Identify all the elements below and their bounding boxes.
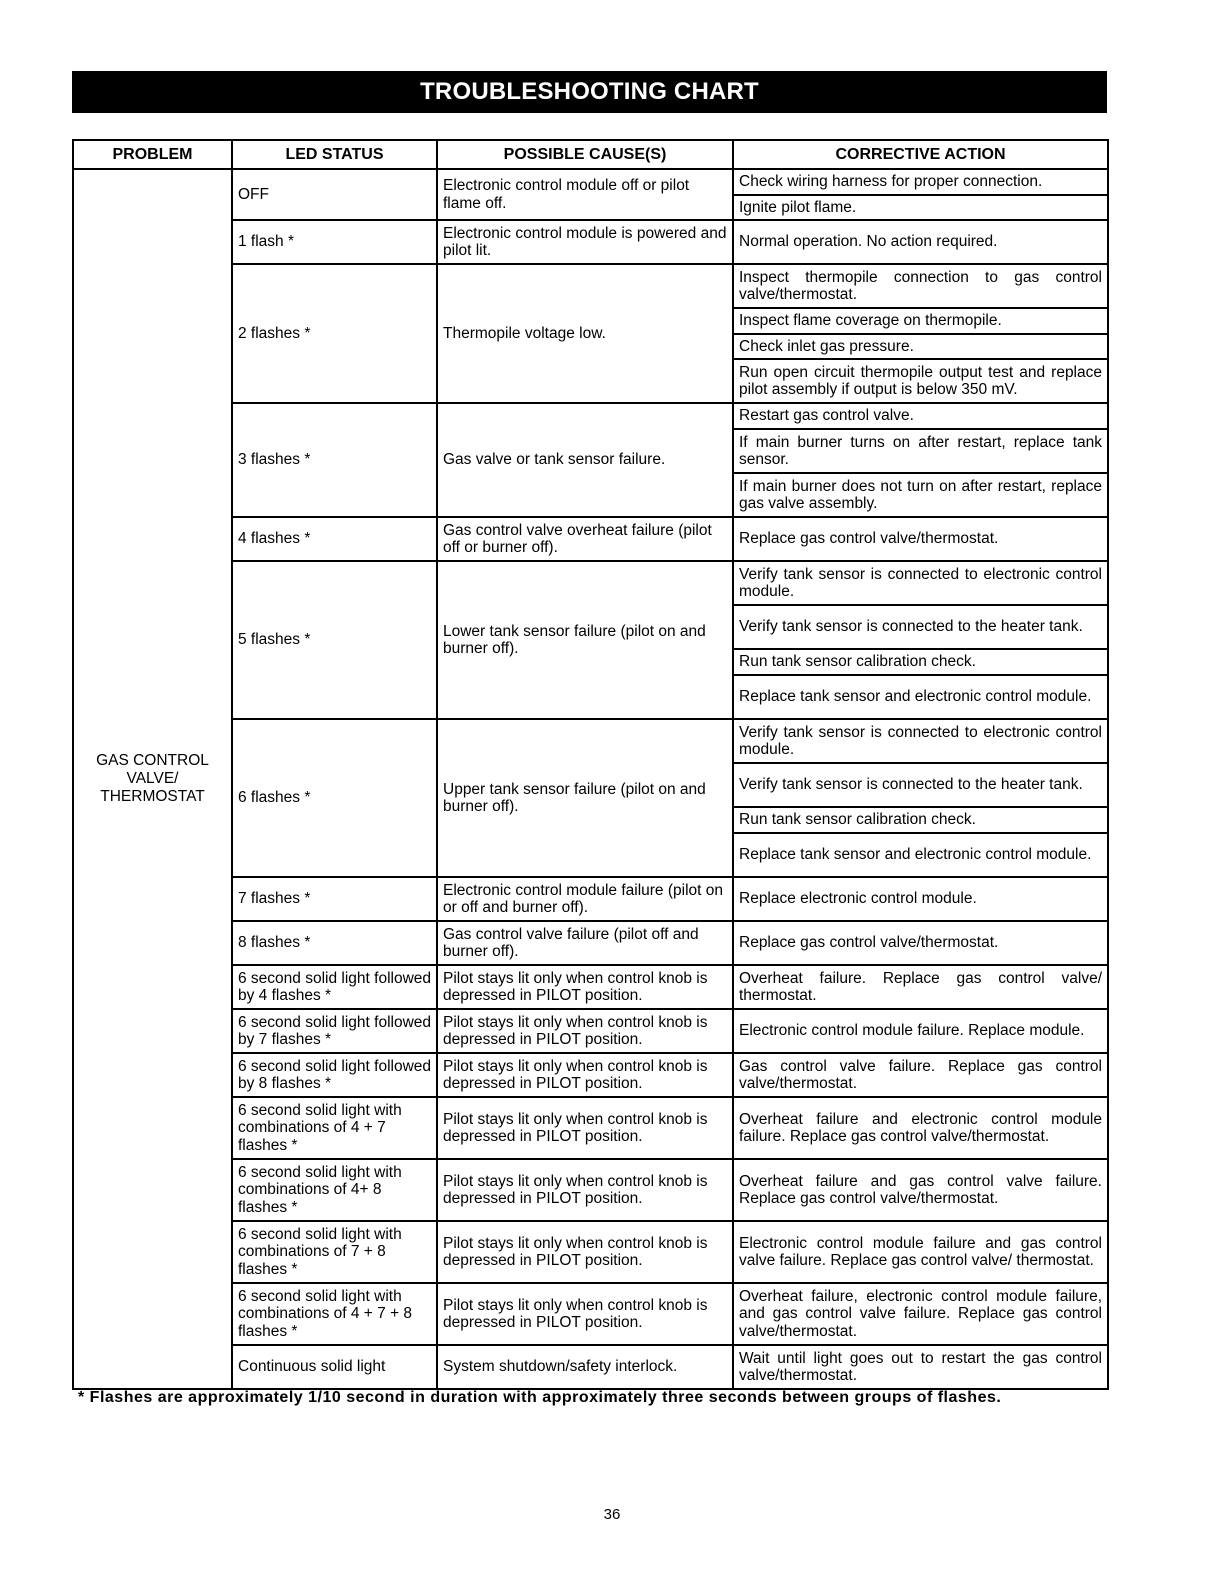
table-body	[73, 169, 1108, 1389]
corrective-action-cell: Restart gas control valve.	[733, 403, 1108, 429]
page-number: 36	[603, 1506, 621, 1523]
led-status-cell: 6 second solid light followed by 7 flashes *	[232, 1009, 437, 1053]
corrective-action-cell: Overheat failure and electronic control module failure. Replace gas control valve/thermostat.	[733, 1097, 1108, 1159]
possible-cause-cell: Lower tank sensor failure (pilot on and burner off).	[437, 561, 733, 719]
led-status-cell: 5 flashes *	[232, 561, 437, 719]
problem-cell: GAS CONTROL VALVE/ THERMOSTAT	[73, 169, 232, 1389]
corrective-action-cell: Wait until light goes out to restart the gas control valve/thermostat.	[733, 1345, 1108, 1389]
corrective-action-cell: Ignite pilot flame.	[733, 195, 1108, 220]
led-status-cell: 2 flashes *	[232, 264, 437, 403]
led-status-cell: 7 flashes *	[232, 877, 437, 921]
corrective-action-cell: Normal operation. No action required.	[733, 220, 1108, 264]
corrective-action-cell: Replace gas control valve/thermostat.	[733, 517, 1108, 561]
possible-cause-cell: Pilot stays lit only when control knob is depressed in PILOT position.	[437, 1159, 733, 1221]
led-status-cell: Continuous solid light	[232, 1345, 437, 1389]
header-possible-causes: POSSIBLE CAUSE(S)	[437, 140, 733, 169]
led-status-cell: 6 second solid light followed by 4 flashes *	[232, 965, 437, 1009]
led-status-cell: OFF	[232, 169, 437, 220]
possible-cause-cell: Thermopile voltage low.	[437, 264, 733, 403]
corrective-action-cell: Run tank sensor calibration check.	[733, 649, 1108, 675]
possible-cause-cell: Electronic control module is powered and pilot lit.	[437, 220, 733, 264]
footnote: * Flashes are approximately 1/10 second in duration with approximately three seconds between groups of flashes.	[78, 1389, 1002, 1406]
possible-cause-cell: Pilot stays lit only when control knob is depressed in PILOT position.	[437, 1283, 733, 1345]
corrective-action-cell: Electronic control module failure. Replace module.	[733, 1009, 1108, 1053]
corrective-action-cell: Verify tank sensor is connected to the heater tank.	[733, 763, 1108, 807]
led-status-cell: 4 flashes *	[232, 517, 437, 561]
chart-title: TROUBLESHOOTING CHART	[420, 78, 759, 105]
led-status-cell: 6 second solid light followed by 8 flashes *	[232, 1053, 437, 1097]
possible-cause-cell: System shutdown/safety interlock.	[437, 1345, 733, 1389]
led-status-cell: 6 second solid light with combinations of 4 + 7 + 8 flashes *	[232, 1283, 437, 1345]
troubleshooting-table	[72, 139, 1109, 1390]
possible-cause-cell: Upper tank sensor failure (pilot on and burner off).	[437, 719, 733, 877]
header-row	[73, 140, 1108, 169]
possible-cause-cell: Pilot stays lit only when control knob is depressed in PILOT position.	[437, 1053, 733, 1097]
corrective-action-cell: Verify tank sensor is connected to the heater tank.	[733, 605, 1108, 649]
led-status-cell: 1 flash *	[232, 220, 437, 264]
table-row	[73, 169, 1108, 195]
possible-cause-cell: Pilot stays lit only when control knob is depressed in PILOT position.	[437, 1009, 733, 1053]
corrective-action-cell: Overheat failure and gas control valve failure. Replace gas control valve/thermostat.	[733, 1159, 1108, 1221]
corrective-action-cell: Replace electronic control module.	[733, 877, 1108, 921]
led-status-cell: 6 flashes *	[232, 719, 437, 877]
header-led-status: LED STATUS	[232, 140, 437, 169]
corrective-action-cell: Overheat failure. Replace gas control valve/ thermostat.	[733, 965, 1108, 1009]
corrective-action-cell: If main burner turns on after restart, replace tank sensor.	[733, 429, 1108, 473]
corrective-action-cell: Replace gas control valve/thermostat.	[733, 921, 1108, 965]
corrective-action-cell: Verify tank sensor is connected to electronic control module.	[733, 561, 1108, 605]
corrective-action-cell: If main burner does not turn on after restart, replace gas valve assembly.	[733, 473, 1108, 517]
corrective-action-cell: Gas control valve failure. Replace gas control valve/thermostat.	[733, 1053, 1108, 1097]
corrective-action-cell: Check inlet gas pressure.	[733, 334, 1108, 359]
possible-cause-cell: Electronic control module off or pilot flame off.	[437, 169, 733, 220]
corrective-action-cell: Inspect thermopile connection to gas control valve/thermostat.	[733, 264, 1108, 308]
corrective-action-cell: Run open circuit thermopile output test and replace pilot assembly if output is below 350 mV.	[733, 359, 1108, 403]
possible-cause-cell: Gas valve or tank sensor failure.	[437, 403, 733, 517]
possible-cause-cell: Gas control valve failure (pilot off and burner off).	[437, 921, 733, 965]
led-status-cell: 8 flashes *	[232, 921, 437, 965]
corrective-action-cell: Replace tank sensor and electronic control module.	[733, 675, 1108, 719]
corrective-action-cell: Electronic control module failure and gas control valve failure. Replace gas control valve/ thermostat.	[733, 1221, 1108, 1283]
chart-title-banner	[72, 71, 1107, 113]
led-status-cell: 3 flashes *	[232, 403, 437, 517]
possible-cause-cell: Gas control valve overheat failure (pilot off or burner off).	[437, 517, 733, 561]
corrective-action-cell: Overheat failure, electronic control module failure, and gas control valve failure. Replace gas control valve/thermostat.	[733, 1283, 1108, 1345]
header-problem: PROBLEM	[73, 140, 232, 169]
possible-cause-cell: Electronic control module failure (pilot on or off and burner off).	[437, 877, 733, 921]
led-status-cell: 6 second solid light with combinations of 7 + 8 flashes *	[232, 1221, 437, 1283]
corrective-action-cell: Verify tank sensor is connected to electronic control module.	[733, 719, 1108, 763]
possible-cause-cell: Pilot stays lit only when control knob is depressed in PILOT position.	[437, 1221, 733, 1283]
led-status-cell: 6 second solid light with combinations of 4 + 7 flashes *	[232, 1097, 437, 1159]
possible-cause-cell: Pilot stays lit only when control knob is depressed in PILOT position.	[437, 1097, 733, 1159]
corrective-action-cell: Check wiring harness for proper connection.	[733, 169, 1108, 195]
header-corrective-action: CORRECTIVE ACTION	[733, 140, 1108, 169]
corrective-action-cell: Run tank sensor calibration check.	[733, 807, 1108, 833]
corrective-action-cell: Inspect flame coverage on thermopile.	[733, 308, 1108, 334]
possible-cause-cell: Pilot stays lit only when control knob is depressed in PILOT position.	[437, 965, 733, 1009]
led-status-cell: 6 second solid light with combinations of 4+ 8 flashes *	[232, 1159, 437, 1221]
corrective-action-cell: Replace tank sensor and electronic control module.	[733, 833, 1108, 877]
